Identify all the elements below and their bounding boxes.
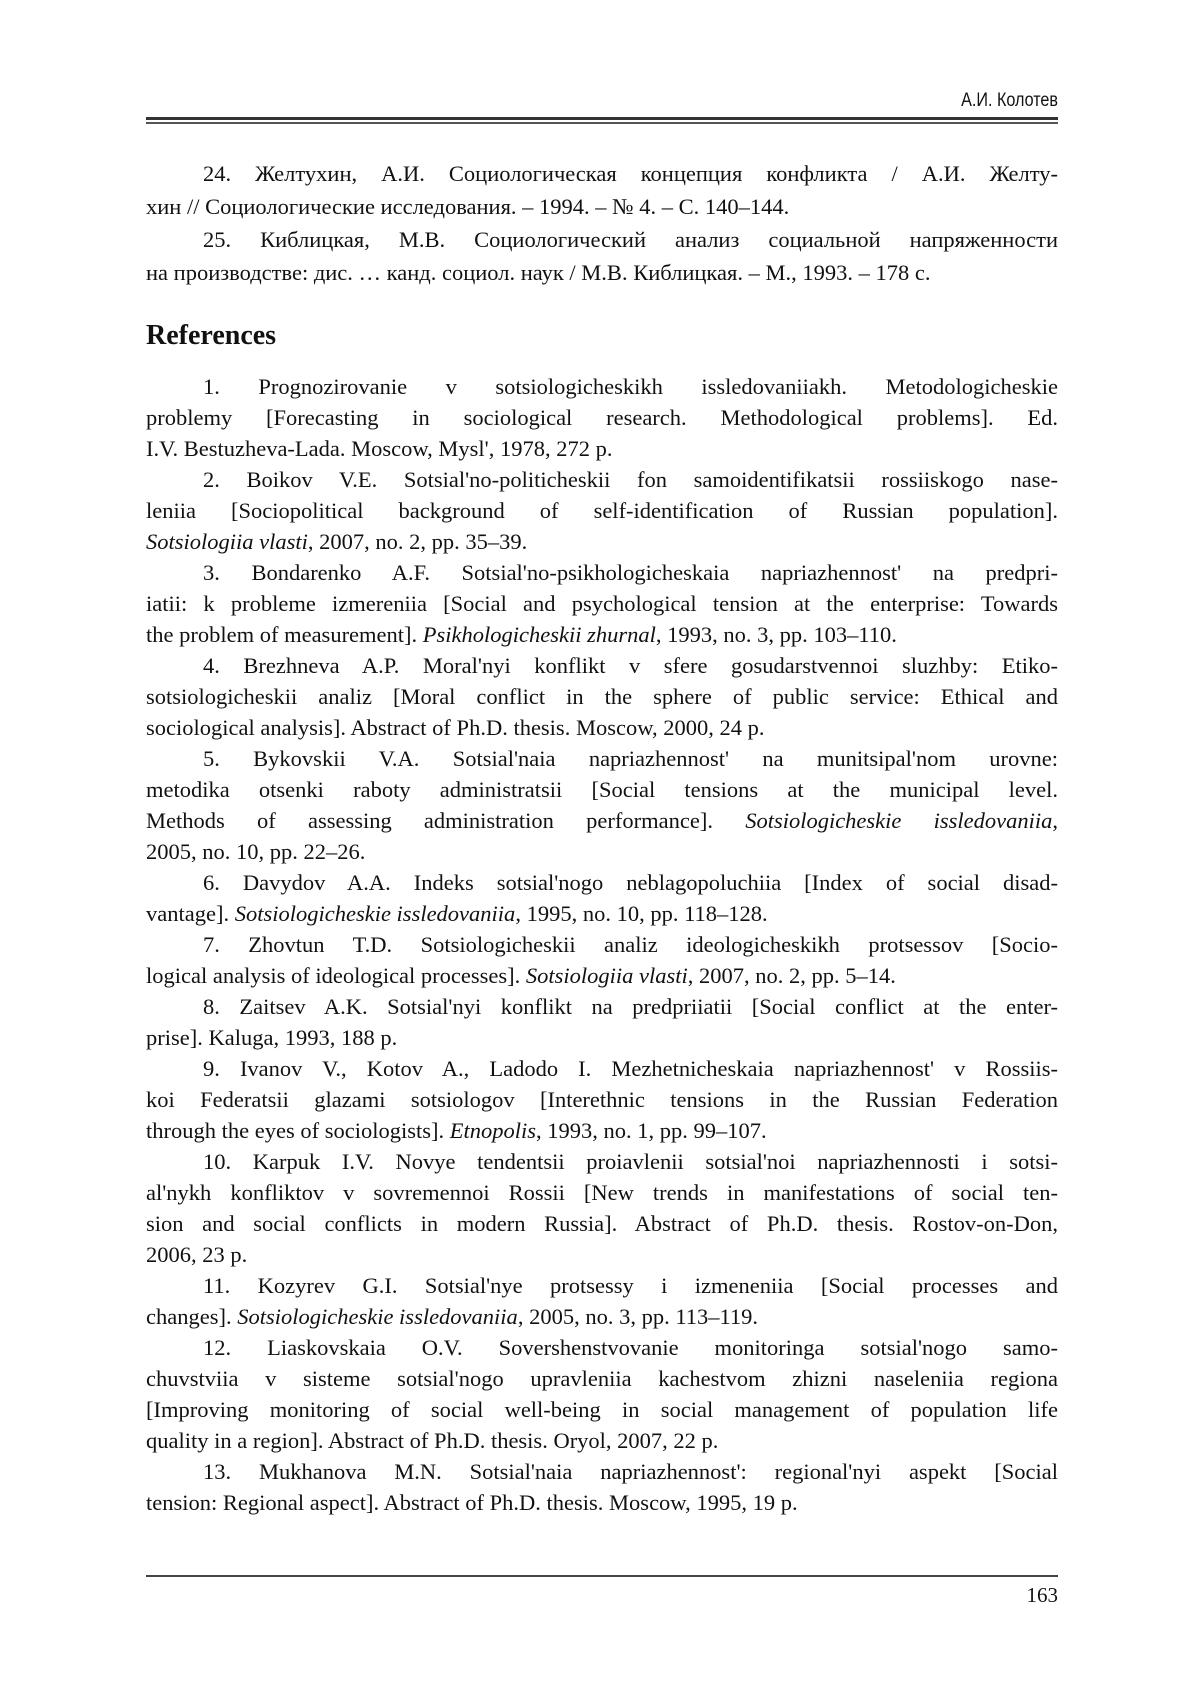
- reference-text: changes].: [146, 1304, 238, 1329]
- reference-text: Methods of assessing administration performance].: [146, 808, 746, 833]
- reference-item: [146, 1053, 1058, 1146]
- reference-item: [146, 650, 1058, 743]
- reference-text: 25. Киблицкая, М.В. Социологический анализ социальной напряженности: [203, 227, 1058, 252]
- reference-text: 11. Kozyrev G.I. Sotsial'nye protsessy i izmeneniia [Social processes and: [203, 1273, 1058, 1298]
- reference-text: chuvstviia v sisteme sotsial'nogo upravleniia kachestvom zhizni naseleniia regiona: [146, 1366, 1058, 1391]
- running-head-author: А.И. Колотев: [961, 90, 1058, 111]
- journal-title: Sotsiologiia vlasti: [525, 963, 688, 988]
- reference-line: [146, 190, 1058, 223]
- reference-line: [146, 464, 1058, 495]
- reference-text: sotsiologicheskii analiz [Moral conflict in the sphere of public service: Ethical and: [146, 684, 1058, 709]
- reference-item: [146, 1146, 1058, 1270]
- reference-text: ,: [1052, 808, 1058, 833]
- reference-item: [146, 157, 1058, 223]
- reference-text: sion and social conflicts in modern Russia]. Abstract of Ph.D. thesis. Rostov-on-Don,: [146, 1211, 1058, 1236]
- journal-title: Sotsiologicheskie issledovaniia: [745, 808, 1053, 833]
- reference-line: [146, 1332, 1058, 1363]
- reference-text: 7. Zhovtun T.D. Sotsiologicheskii analiz ideologicheskikh protsessov [Socio-: [203, 932, 1058, 957]
- reference-text: iatii: k probleme izmereniia [Social and psychological tension at the enterprise: Towards: [146, 591, 1058, 616]
- footer-rule: [146, 1575, 1058, 1577]
- reference-line: [146, 495, 1058, 526]
- reference-line: [146, 1456, 1058, 1487]
- reference-line: [146, 1301, 1058, 1332]
- reference-line: [146, 1363, 1058, 1394]
- reference-text: I.V. Bestuzheva-Lada. Moscow, Mysl', 1978, 272 p.: [146, 436, 613, 461]
- reference-text: quality in a region]. Abstract of Ph.D. thesis. Oryol, 2007, 22 p.: [146, 1428, 719, 1453]
- reference-line: [146, 1053, 1058, 1084]
- reference-text: 13. Mukhanova M.N. Sotsial'naia napriazhennost': regional'nyi aspekt [Social: [203, 1459, 1058, 1484]
- reference-text: хин // Социологические исследования. – 1994. – № 4. – С. 140–144.: [146, 194, 790, 219]
- reference-item: [146, 371, 1058, 464]
- reference-line: [146, 960, 1058, 991]
- reference-line: [146, 1487, 1058, 1518]
- reference-line: [146, 433, 1058, 464]
- reference-text: , 1993, no. 1, pp. 99–107.: [535, 1118, 767, 1143]
- journal-title: Sotsiologiia vlasti: [146, 529, 308, 554]
- reference-text: , 1993, no. 3, pp. 103–110.: [655, 622, 897, 647]
- reference-line: [146, 402, 1058, 433]
- reference-text: 6. Davydov A.A. Indeks sotsial'nogo neblagopoluchiia [Index of social disad-: [203, 870, 1058, 895]
- reference-line: [146, 774, 1058, 805]
- reference-text: 24. Желтухин, А.И. Социологическая концепция конфликта / А.И. Желту-: [203, 161, 1058, 186]
- reference-text: 10. Karpuk I.V. Novye tendentsii proiavlenii sotsial'noi napriazhennosti i sotsi-: [203, 1149, 1058, 1174]
- reference-item: [146, 1270, 1058, 1332]
- reference-line: [146, 1208, 1058, 1239]
- reference-line: [146, 991, 1058, 1022]
- reference-text: prise]. Kaluga, 1993, 188 p.: [146, 1025, 398, 1050]
- reference-text: 5. Bykovskii V.A. Sotsial'naia napriazhennost' na munitsipal'nom urovne:: [203, 746, 1058, 771]
- reference-item: [146, 223, 1058, 289]
- russian-reference-list: [146, 157, 1058, 289]
- reference-item: [146, 929, 1058, 991]
- reference-line: [146, 898, 1058, 929]
- reference-line: [146, 1084, 1058, 1115]
- header-rule: [146, 117, 1058, 120]
- reference-text: 8. Zaitsev A.K. Sotsial'nyi konflikt na predpriiatii [Social conflict at the enter-: [203, 994, 1058, 1019]
- reference-item: [146, 1332, 1058, 1456]
- reference-line: [146, 929, 1058, 960]
- reference-text: koi Federatsii glazami sotsiologov [Interethnic tensions in the Russian Federation: [146, 1087, 1058, 1112]
- reference-item: [146, 743, 1058, 867]
- reference-text: , 2005, no. 3, pp. 113–119.: [517, 1304, 759, 1329]
- reference-text: 12. Liaskovskaia O.V. Sovershenstvovanie monitoringa sotsial'nogo samo-: [203, 1335, 1058, 1360]
- reference-text: 4. Brezhneva A.P. Moral'nyi konflikt v sfere gosudarstvennoi sluzhby: Etiko-: [203, 653, 1058, 678]
- page-number: 163: [1026, 1583, 1058, 1607]
- reference-line: [146, 1394, 1058, 1425]
- reference-line: [146, 1115, 1058, 1146]
- reference-line: [146, 1146, 1058, 1177]
- reference-line: [146, 867, 1058, 898]
- reference-line: [146, 526, 1058, 557]
- reference-item: [146, 991, 1058, 1053]
- journal-title: Etnopolis: [449, 1118, 536, 1143]
- reference-line: [146, 157, 1058, 190]
- reference-line: [146, 1239, 1058, 1270]
- reference-line: [146, 743, 1058, 774]
- reference-text: sociological analysis]. Abstract of Ph.D. thesis. Moscow, 2000, 24 p.: [146, 715, 765, 740]
- reference-text: , 1995, no. 10, pp. 118–128.: [515, 901, 768, 926]
- reference-text: the problem of measurement].: [146, 622, 423, 647]
- journal-title: Sotsiologicheskie issledovaniia: [234, 901, 516, 926]
- reference-line: [146, 650, 1058, 681]
- reference-item: [146, 1456, 1058, 1518]
- reference-line: [146, 805, 1058, 836]
- reference-item: [146, 557, 1058, 650]
- reference-line: [146, 1177, 1058, 1208]
- reference-text: , 2007, no. 2, pp. 35–39.: [307, 529, 528, 554]
- reference-line: [146, 256, 1058, 289]
- reference-line: [146, 1270, 1058, 1301]
- reference-text: 3. Bondarenko A.F. Sotsial'no-psikhologicheskaia napriazhennost' na predpri-: [203, 560, 1058, 585]
- reference-text: , 2007, no. 2, pp. 5–14.: [687, 963, 896, 988]
- reference-line: [146, 681, 1058, 712]
- reference-text: 1. Prognozirovanie v sotsiologicheskikh issledovaniiakh. Metodologicheskie: [203, 374, 1058, 399]
- reference-text: leniia [Sociopolitical background of self-identification of Russian population].: [146, 498, 1058, 523]
- reference-line: [146, 1022, 1058, 1053]
- reference-line: [146, 836, 1058, 867]
- reference-line: [146, 619, 1058, 650]
- journal-title: Sotsiologicheskie issledovaniia: [237, 1304, 518, 1329]
- reference-text: problemy [Forecasting in sociological research. Methodological problems]. Ed.: [146, 405, 1058, 430]
- reference-text: 2005, no. 10, pp. 22–26.: [146, 839, 366, 864]
- reference-text: на производстве: дис. … канд. социол. наук / М.В. Киблицкая. – М., 1993. – 178 с.: [146, 260, 931, 285]
- reference-line: [146, 223, 1058, 256]
- reference-text: vantage].: [146, 901, 235, 926]
- reference-text: tension: Regional aspect]. Abstract of Ph.D. thesis. Moscow, 1995, 19 p.: [146, 1490, 798, 1515]
- reference-text: 2006, 23 p.: [146, 1242, 248, 1267]
- reference-line: [146, 371, 1058, 402]
- reference-line: [146, 588, 1058, 619]
- reference-text: al'nykh konfliktov v sovremennoi Rossii [New trends in manifestations of social ten-: [146, 1180, 1058, 1205]
- reference-item: [146, 867, 1058, 929]
- reference-line: [146, 712, 1058, 743]
- references-list: [146, 371, 1058, 1518]
- reference-text: 2. Boikov V.E. Sotsial'no-politicheskii fon samoidentifikatsii rossiiskogo nase-: [203, 467, 1058, 492]
- reference-line: [146, 1425, 1058, 1456]
- reference-text: 9. Ivanov V., Kotov A., Ladodo I. Mezhetnicheskaia napriazhennost' v Rossiis-: [203, 1056, 1058, 1081]
- header-rule-thin: [146, 122, 1058, 124]
- reference-line: [146, 557, 1058, 588]
- reference-text: through the eyes of sociologists].: [146, 1118, 450, 1143]
- reference-text: [Improving monitoring of social well-being in social management of population life: [146, 1397, 1058, 1422]
- reference-text: logical analysis of ideological processes].: [146, 963, 526, 988]
- reference-item: [146, 464, 1058, 557]
- journal-title: Psikhologicheskii zhurnal: [422, 622, 656, 647]
- reference-text: metodika otsenki raboty administratsii [Social tensions at the municipal level.: [146, 777, 1058, 802]
- references-heading: References: [146, 320, 277, 351]
